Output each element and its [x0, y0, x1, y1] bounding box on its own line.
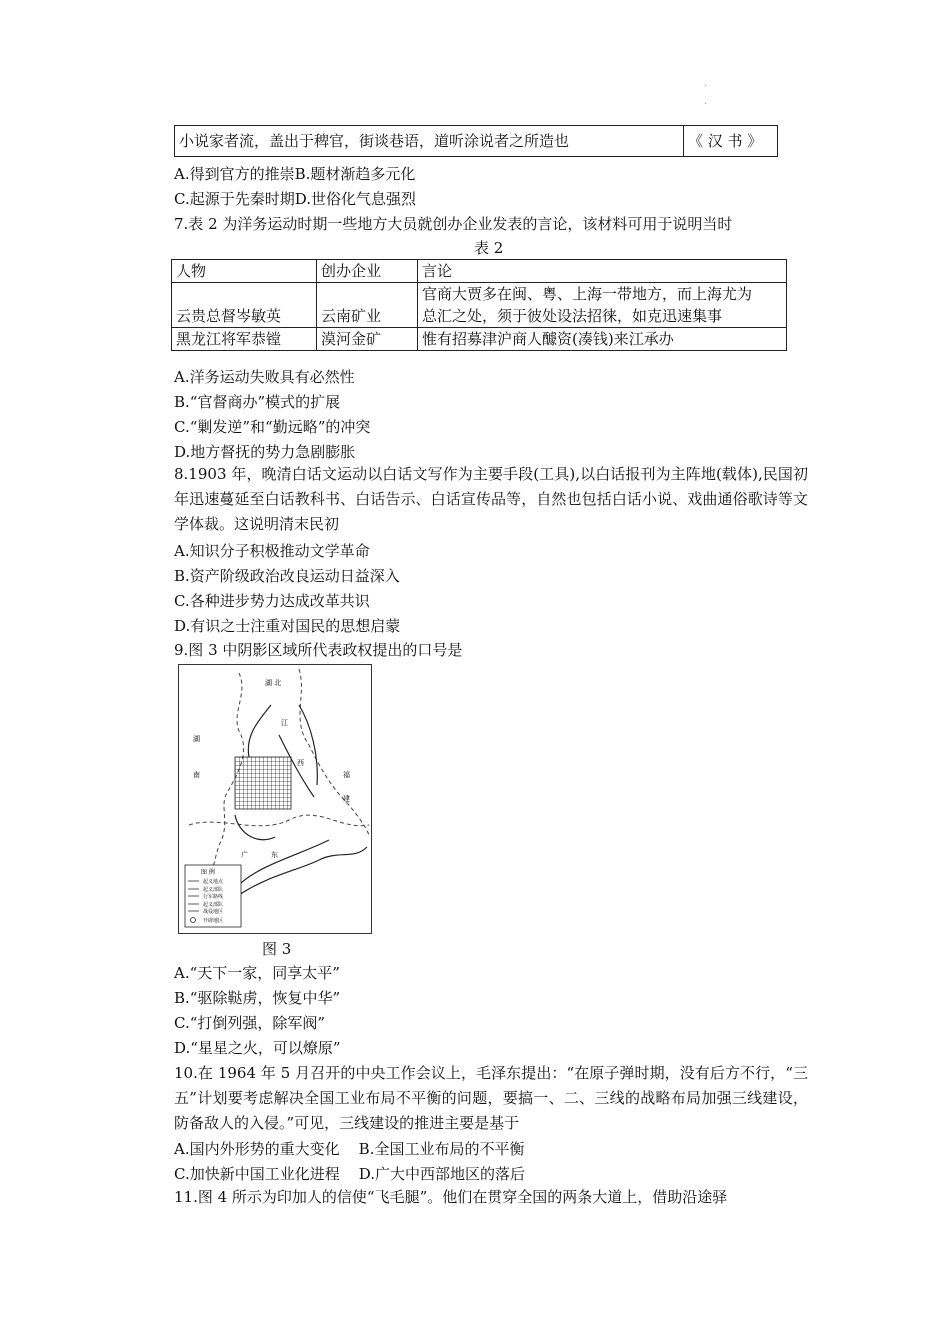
q9-option: D.“星星之火，可以燎原”	[174, 1039, 341, 1057]
row-person: 云贵总督岑敏英	[172, 283, 317, 328]
q7-stem: 7.表 2 为洋务运动时期一些地方大员就创办企业发表的言论，该材料可用于说明当时	[174, 215, 733, 233]
row-enterprise: 云南矿业	[317, 283, 418, 328]
q7-option: A.洋务运动失败具有必然性	[174, 368, 355, 386]
shaded-region	[235, 757, 291, 809]
header-person: 人物	[172, 260, 317, 283]
row-speech: 惟有招募津沪商人醵资(凑钱)来江承办	[418, 328, 787, 351]
map-svg	[179, 665, 371, 933]
map-label: 福	[343, 771, 350, 779]
q9-option: A.“天下一家，同享太平”	[174, 964, 340, 982]
q9-option: B.“驱除鞑虏，恢复中华”	[174, 989, 341, 1007]
q8-option: C.各种进步势力达成改革共识	[174, 592, 370, 610]
figure-caption: 图 3	[262, 940, 292, 958]
quote-cell: 小说家者流，盖出于稗官，街谈巷语，道听涂说者之所造也	[175, 126, 684, 157]
speech-line: 总汇之处，须于彼处设法招徕，如克迅速集事	[422, 307, 723, 325]
legend-item: 开辟地区	[203, 918, 224, 924]
legend-title: 图 例	[201, 869, 215, 876]
q7-option: C.“剿发逆”和“勤远略”的冲突	[174, 418, 371, 436]
map-label: 湖	[193, 735, 200, 743]
legend	[185, 865, 241, 927]
map-label: 南	[193, 771, 200, 779]
q8-stem: 8.1903 年，晚清白话文运动以白话文写作为主要手段(工具),以白话报刊为主阵地(载体),民国初年迅速蔓延至白话教科书、白话告示、白话宣传品等，自然也包括白话小说、戏曲通俗歌诗等文学体裁。这说明清末民初	[174, 465, 808, 533]
map-label: 东	[271, 851, 278, 859]
source-cell: 《 汉 书 》	[684, 126, 778, 157]
q7-table	[171, 259, 787, 351]
header-enterprise: 创办企业	[317, 260, 418, 283]
quote-table	[174, 125, 778, 157]
q7-option: B.“官督商办”模式的扩展	[174, 393, 341, 411]
q6-option: A.得到官方的推崇B.题材渐趋多元化	[174, 165, 416, 183]
row-enterprise: 漠河金矿	[317, 328, 418, 351]
map-label: 湖 北	[265, 679, 282, 687]
q11-stem: 11.图 4 所示为印加人的信使“飞毛腿”。他们在贯穿全国的两条大道上，借助沿途驿	[174, 1188, 728, 1206]
row-speech	[418, 283, 787, 328]
legend-item: 起义部队	[203, 887, 224, 893]
q9-option: C.“打倒列强，除军阀”	[174, 1014, 326, 1032]
speech-line: 官商大贾多在闽、粤、上海一带地方，而上海尤为	[422, 285, 753, 303]
q6-option: C.起源于先秦时期D.世俗化气息强烈	[174, 190, 416, 208]
q8-option: B.资产阶级政治改良运动日益深入	[174, 567, 400, 585]
map-label: 建	[343, 795, 350, 803]
header-speech: 言论	[418, 260, 787, 283]
q9-stem: 9.图 3 中阴影区域所代表政权提出的口号是	[174, 641, 463, 659]
map-label: 西	[297, 759, 304, 767]
q10-option: C.加快新中国工业化进程 D.广大中西部地区的落后	[174, 1165, 526, 1183]
row-person: 黑龙江将军恭镗	[172, 328, 317, 351]
province-border	[189, 815, 369, 826]
figure-3-map	[178, 664, 372, 934]
legend-item: 战役地区	[203, 909, 224, 915]
q8-option: A.知识分子积极推动文学革命	[174, 542, 370, 560]
legend-item: 起义部队	[203, 902, 224, 908]
q8-option: D.有识之士注重对国民的思想启蒙	[174, 617, 401, 635]
province-border	[299, 669, 369, 835]
q7-table-title: 表 2	[474, 239, 504, 257]
q7-option: D.地方督抚的势力急剧膨胀	[174, 443, 356, 461]
legend-item: 起义地点	[203, 879, 224, 885]
corner-dot: .	[704, 78, 708, 89]
map-label: 江	[281, 719, 288, 727]
q10-option: A.国内外形势的重大变化 B.全国工业布局的不平衡	[174, 1140, 525, 1158]
legend-item: 行军路线	[203, 894, 224, 900]
map-label: 广	[241, 851, 248, 859]
corner-dot: .	[704, 96, 708, 107]
q10-stem: 10.在 1964 年 5 月召开的中央工作会议上，毛泽东提出：“在原子弹时期，没有后方不行，“三五”计划要考虑解决全国工业布局不平衡的问题，要搞一、二、三线的战略布局加强三线建设，防备敌人的入侵。”可见，三线建设的推进主要是基于	[174, 1064, 808, 1132]
